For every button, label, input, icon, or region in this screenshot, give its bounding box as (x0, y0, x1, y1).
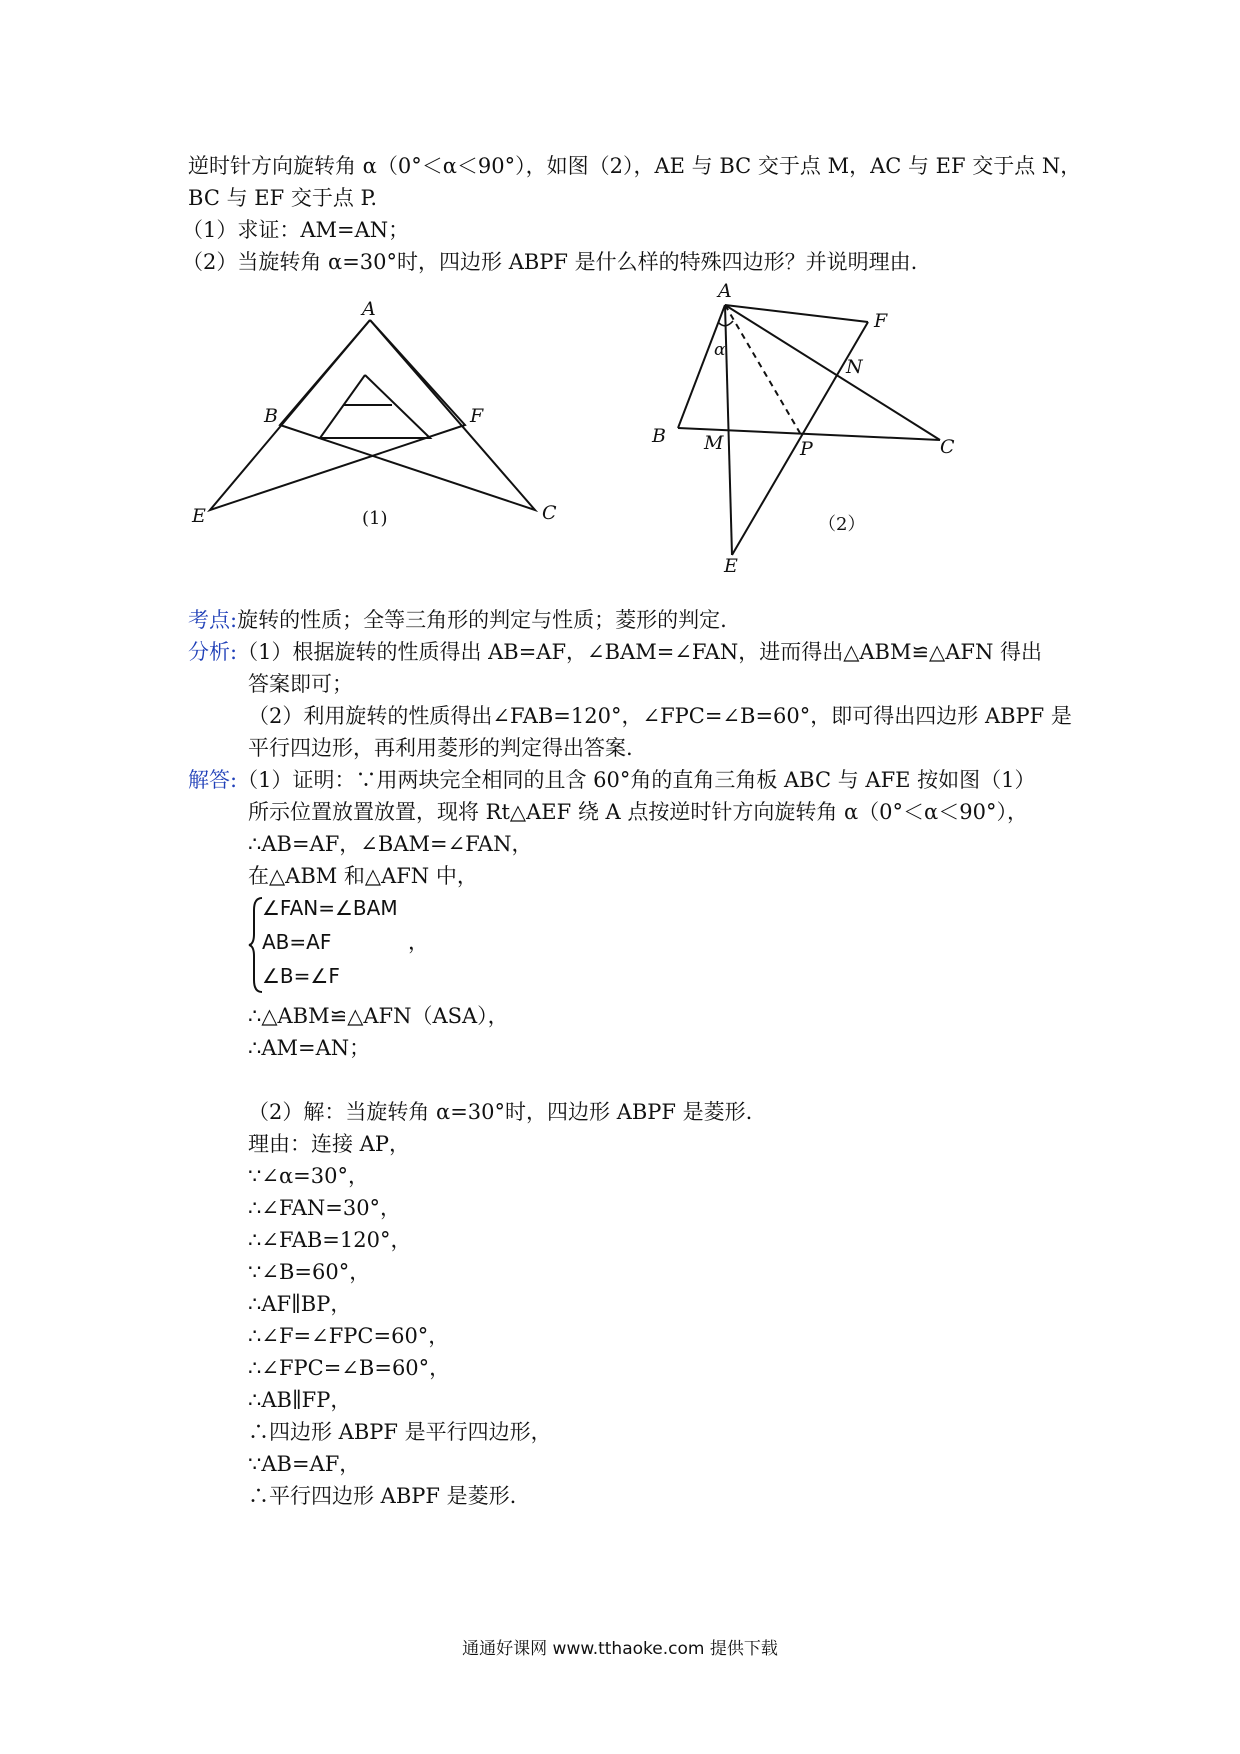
page-footer: 通通好课网 www.tthaoke.com 提供下载 (462, 1639, 778, 1659)
fig2-seg-bc (678, 428, 940, 440)
jieda-p2-line-13: ∴平行四边形 ABPF 是菱形. (248, 1484, 517, 1508)
jieda-p1-line-4: 在△ABM 和△AFN 中， (248, 864, 478, 888)
figure-2 (0, 0, 1240, 600)
fig2-label-f: F (874, 310, 888, 332)
fig1-inner-triangle (320, 375, 430, 438)
fig2-seg-ab (678, 305, 725, 428)
fig2-seg-ap (725, 305, 800, 433)
fenxi-line-1: （1）根据旋转的性质得出 AB=AF，∠BAM=∠FAN，进而得出△ABM≌△AFN 得出 (237, 640, 1042, 664)
question-1: （1）求证：AM=AN； (182, 218, 410, 242)
jieda-p1-line-1: （1）证明：∵用两块完全相同的且含 60°角的直角三角板 ABC 与 AFE 按如图（1） (237, 768, 1036, 792)
jieda-p2-line-9: ∴∠FPC=∠B=60°， (248, 1356, 451, 1380)
jieda-p1-line-3: ∴AB=AF，∠BAM=∠FAN， (248, 832, 533, 856)
fig2-seg-fe (732, 322, 868, 555)
system-eq-3: ∠B=∠F (262, 964, 340, 988)
jieda-p2-line-11: ∴四边形 ABPF 是平行四边形， (248, 1420, 552, 1444)
figure-1 (0, 0, 1240, 600)
fig1-caption: (1) (362, 508, 388, 529)
jieda-p1-end-1: ∴△ABM≌△AFN（ASA）， (248, 1004, 509, 1028)
question-2: （2）当旋转角 α=30°时，四边形 ABPF 是什么样的特殊四边形？并说明理由. (182, 250, 918, 274)
fig2-seg-ac (725, 305, 940, 440)
intro-line-1: 逆时针方向旋转角 α（0°＜α＜90°），如图（2），AE 与 BC 交于点 M，AC 与 EF 交于点 N， (188, 154, 1082, 178)
fig1-label-a: A (362, 298, 376, 320)
fenxi-row-1 (188, 638, 1042, 666)
kaodian-label: 考点: (188, 608, 238, 632)
system-eq-2: AB=AF (262, 930, 332, 954)
jieda-p2-line-3: ∵∠α=30°， (248, 1164, 369, 1188)
intro-line-2: BC 与 EF 交于点 P. (188, 186, 378, 210)
jieda-p2-line-10: ∴AB∥FP， (248, 1388, 352, 1412)
jieda-p1-end-2: ∴AM=AN； (248, 1036, 371, 1060)
equation-system (248, 894, 498, 996)
jieda-label: 解答: (188, 768, 238, 792)
kaodian-text: 旋转的性质；全等三角形的判定与性质；菱形的判定. (237, 608, 727, 632)
fig1-label-b: B (264, 405, 278, 427)
kaodian-row (188, 606, 727, 634)
fig2-label-c: C (940, 436, 955, 458)
jieda-p2-line-4: ∴∠FAN=30°， (248, 1196, 402, 1220)
fig2-seg-af (725, 305, 868, 322)
fig2-label-a: A (718, 280, 732, 302)
fenxi-line-2: 答案即可； (248, 672, 353, 696)
system-comma: ， (408, 930, 429, 954)
fenxi-line-4: 平行四边形，再利用菱形的判定得出答案. (248, 736, 633, 760)
fenxi-line-3: （2）利用旋转的性质得出∠FAB=120°，∠FPC=∠B=60°，即可得出四边形 ABPF 是 (248, 704, 1072, 728)
fig2-label-b: B (652, 425, 666, 447)
jieda-p2-line-7: ∴AF∥BP， (248, 1292, 352, 1316)
fig2-label-p: P (800, 438, 813, 460)
fig2-caption: （2） (818, 514, 866, 535)
fig2-label-n: N (846, 356, 863, 378)
fig2-label-e: E (724, 555, 738, 577)
fig2-label-m: M (704, 432, 724, 454)
fig1-label-f: F (470, 405, 484, 427)
jieda-p1-line-2: 所示位置放置放置，现将 Rt△AEF 绕 A 点按逆时针方向旋转角 α（0°＜α＜90°）， (248, 800, 1028, 824)
fig2-alpha-arc (718, 321, 733, 326)
jieda-p2-line-5: ∴∠FAB=120°， (248, 1228, 412, 1252)
jieda-p2-line-8: ∴∠F=∠FPC=60°， (248, 1324, 450, 1348)
system-eq-1: ∠FAN=∠BAM (262, 896, 398, 920)
fig2-label-alpha: α (714, 340, 726, 360)
fenxi-label: 分析: (188, 640, 238, 664)
jieda-row-1 (188, 766, 1036, 794)
jieda-p2-line-6: ∵∠B=60°， (248, 1260, 371, 1284)
fig1-label-e: E (192, 505, 206, 527)
jieda-p2-line-12: ∵AB=AF， (248, 1452, 361, 1476)
fig1-triangle-abc (280, 320, 535, 510)
fig1-triangle-afe (210, 320, 465, 510)
jieda-p2-line-1: （2）解：当旋转角 α=30°时，四边形 ABPF 是菱形. (248, 1100, 753, 1124)
jieda-p2-line-2: 理由：连接 AP， (248, 1132, 410, 1156)
fig2-seg-ae (725, 305, 732, 555)
fig1-label-c: C (542, 502, 557, 524)
